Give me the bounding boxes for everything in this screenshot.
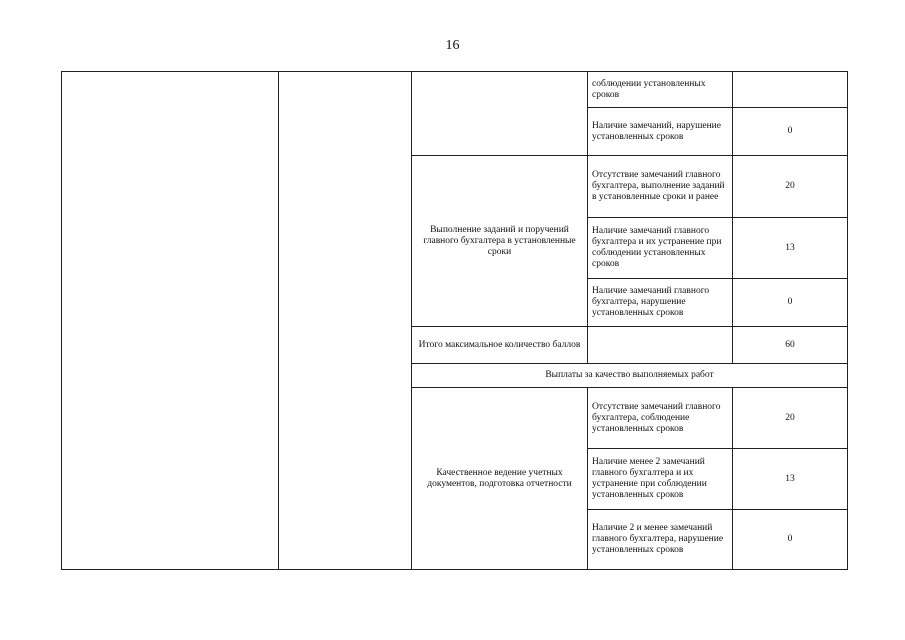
section-header: Выплаты за качество выполняемых работ (412, 364, 848, 388)
payment-type-cell (279, 72, 412, 570)
criteria-table (61, 71, 848, 570)
criterion-cell: Наличие 2 и менее замечаний главного бухгалтера, нарушение установленных сроков (588, 510, 733, 570)
criterion-cell: Наличие замечаний, нарушение установленных сроков (588, 108, 733, 156)
score-cell: 20 (733, 156, 848, 218)
indicator-cell: Выполнение заданий и поручений главного бухгалтера в установленные сроки (412, 156, 588, 327)
score-cell: 0 (733, 279, 848, 327)
score-cell: 0 (733, 108, 848, 156)
criterion-cell: соблюдении установленных сроков (588, 72, 733, 108)
position-cell (62, 72, 279, 570)
total-label: Итого максимальное количество баллов (412, 327, 588, 364)
score-cell: 20 (733, 388, 848, 449)
criterion-cell: Отсутствие замечаний главного бухгалтера, соблюдение установленных сроков (588, 388, 733, 449)
criterion-cell (588, 327, 733, 364)
total-score: 60 (733, 327, 848, 364)
indicator-cell: Качественное ведение учетных документов, подготовка отчетности (412, 388, 588, 570)
criterion-cell: Отсутствие замечаний главного бухгалтера, выполнение заданий в установленные сроки и ранее (588, 156, 733, 218)
criterion-cell: Наличие замечаний главного бухгалтера, нарушение установленных сроков (588, 279, 733, 327)
criterion-cell: Наличие замечаний главного бухгалтера и их устранение при соблюдении установленных сроков (588, 218, 733, 279)
page-number: 16 (445, 38, 460, 53)
table-row (62, 72, 848, 108)
indicator-cell (412, 72, 588, 156)
score-cell (733, 72, 848, 108)
criterion-cell: Наличие менее 2 замечаний главного бухгалтера и их устранение при соблюдении установленных сроков (588, 449, 733, 510)
score-cell: 13 (733, 218, 848, 279)
score-cell: 13 (733, 449, 848, 510)
score-cell: 0 (733, 510, 848, 570)
